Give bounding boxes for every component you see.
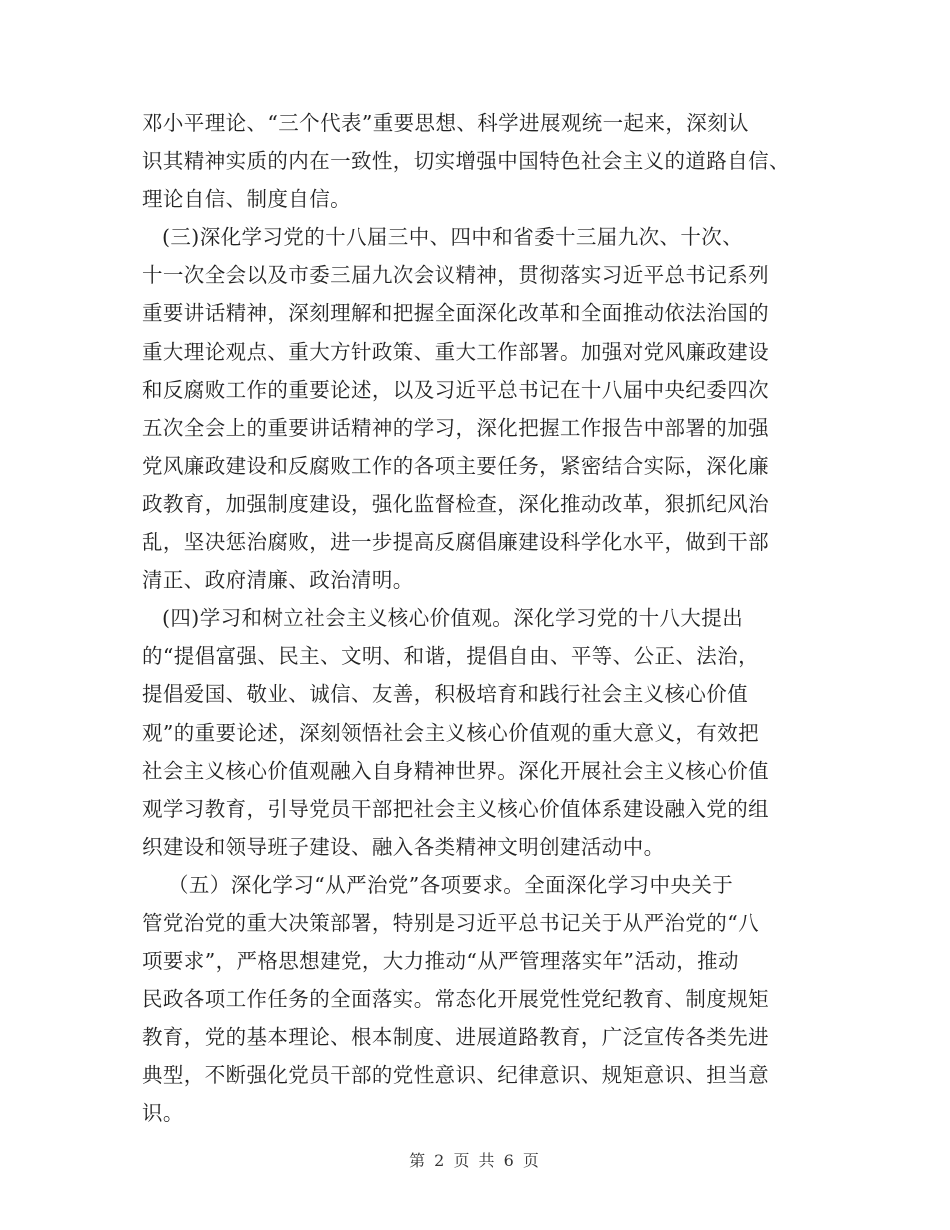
text-line: 重大理论观点、重大方针政策、重大工作部署。加强对党风廉政建设: [142, 339, 769, 364]
text-line: 的“提倡富强、民主、文明、和谐，提倡自由、平等、公正、法治，: [142, 644, 759, 669]
text-line: 民政各项工作任务的全面落实。常态化开展党性党纪教育、制度规矩: [142, 987, 769, 1012]
text-line: 提倡爱国、敬业、诚信、友善，积极培育和践行社会主义核心价值: [142, 682, 749, 707]
text-line: 五次全会上的重要讲话精神的学习，深化把握工作报告中部署的加强: [142, 415, 769, 440]
text-line: 清正、政府清廉、政治清明。: [142, 568, 414, 593]
text-line: 乱，坚决惩治腐败，进一步提高反腐倡廉建设科学化水平，做到干部: [142, 530, 769, 555]
text-line: 和反腐败工作的重要论述，以及习近平总书记在十八届中央纪委四次: [142, 377, 769, 402]
text-line: 理论自信、制度自信。: [142, 187, 351, 212]
section-three-heading-line: (三)深化学习党的十八届三中、四中和省委十三届九次、十次、: [162, 225, 744, 250]
text-line: 典型，不断强化党员干部的党性意识、纪律意识、规矩意识、担当意: [142, 1063, 769, 1088]
text-line: 党风廉政建设和反腐败工作的各项主要任务，紧密结合实际，深化廉: [142, 453, 769, 478]
text-line: 识其精神实质的内在一致性，切实增强中国特色社会主义的道路自信、: [142, 149, 790, 174]
text-line: 识。: [142, 1101, 184, 1126]
document-body: [142, 104, 822, 1133]
section-five-heading-line: （五）深化学习“从严治党”各项要求。全面深化学习中央关于: [168, 872, 734, 897]
text-line: 重要讲话精神，深刻理解和把握全面深化改革和全面推动依法治国的: [142, 301, 769, 326]
section-four-heading-line: (四)学习和树立社会主义核心价值观。深化学习党的十八大提出: [162, 606, 744, 631]
text-line: 织建设和领导班子建设、融入各类精神文明创建活动中。: [142, 834, 665, 859]
text-line: 管党治党的重大决策部署，特别是习近平总书记关于从严治党的“八: [142, 910, 759, 935]
text-line: 十一次全会以及市委三届九次会议精神，贯彻落实习近平总书记系列: [142, 263, 769, 288]
text-line: 邓小平理论、“三个代表”重要思想、科学进展观统一起来，深刻认: [142, 111, 749, 135]
text-line: 观学习教育，引导党员干部把社会主义核心价值体系建设融入党的组: [142, 796, 769, 821]
text-line: 社会主义核心价值观融入自身精神世界。深化开展社会主义核心价值: [142, 758, 769, 783]
text-line: 项要求”，严格思想建党，大力推动“从严管理落实年”活动，推动: [142, 949, 739, 974]
text-line: 观”的重要论述，深刻领悟社会主义核心价值观的重大意义，有效把: [142, 720, 759, 745]
text-line: 教育，党的基本理论、根本制度、进展道路教育，广泛宣传各类先进: [142, 1025, 769, 1050]
text-line: 政教育，加强制度建设，强化监督检查，深化推动改革，狠抓纪风治: [142, 491, 769, 516]
page-number-footer: 第 2 页 共 6 页: [409, 1151, 541, 1170]
